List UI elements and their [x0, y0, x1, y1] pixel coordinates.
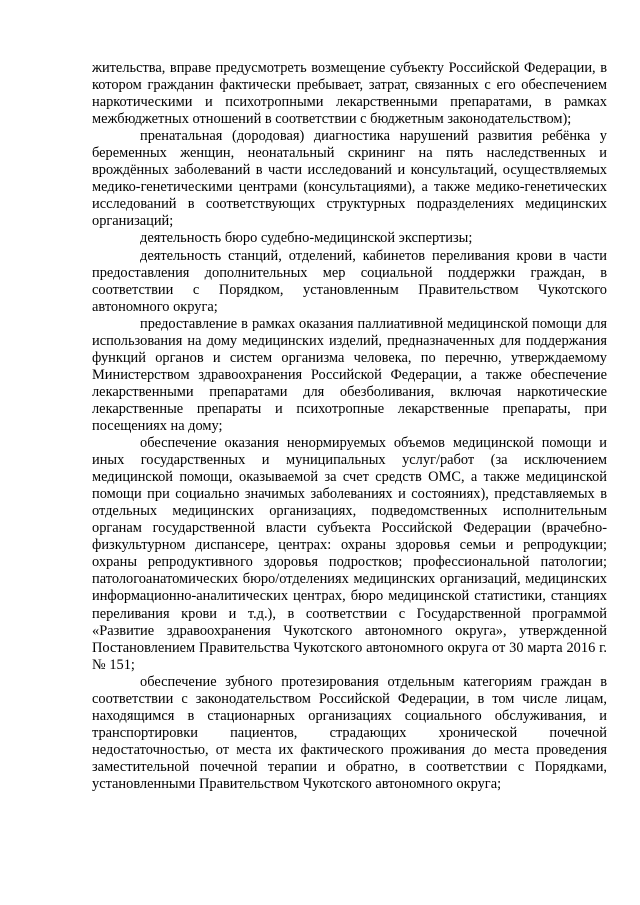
paragraph-non-normed-care: обеспечение оказания ненормируемых объемов медицинской помощи и иных государственных и муниципальных услуг/работ (за исключением медицинской помощи, оказываемой за счет средств ОМС, а также медицинской помощи при социально значимых заболеваниях и состояниях), представляемых в отдельных медицинских организациях, подведомственных исполнительным органам государственной власти субъекта Российской Федерации (врачебно-физкультурном диспансере, центрах: охраны здоровья семьи и репродукции; охраны репродуктивного здоровья подростков; профессиональной патологии; патологоанатомических бюро/отделениях медицинских организаций, медицинских информационно-аналитических центрах, бюро медицинской статистики, станциях переливания крови и т.д.), в соответствии с Государственной программой «Развитие здравоохранения Чукотского автономного округа», утвержденной Постановлением Правительства Чукотского автономного округа от 30 марта 2016 г. № 151;	[92, 435, 607, 673]
paragraph-dental-prosthetics: обеспечение зубного протезирования отдельным категориям граждан в соответствии с законодательством Российской Федерации, в том числе лицам, находящимся в стационарных организациях социального обслуживания, и транспортировки пациентов, страдающих хронической почечной недостаточностью, от места их фактического проживания до места проведения заместительной почечной терапии и обратно, в соответствии с Порядками, установленными Правительством Чукотского автономного округа;	[92, 673, 607, 792]
paragraph-prenatal-diagnostics: пренатальная (дородовая) диагностика нарушений развития ребёнка у беременных женщин, неонатальный скрининг на пять наследственных и врождённых заболеваний в части исследований и консультаций, осуществляемых медико-генетическими центрами (консультациями), а также медико-генетических исследований в соответствующих структурных подразделениях медицинских организаций;	[92, 128, 607, 230]
paragraph-continuation: жительства, вправе предусмотреть возмещение субъекту Российской Федерации, в котором гражданин фактически пребывает, затрат, связанных с его обеспечением наркотическими и психотропными лекарственными препаратами, в рамках межбюджетных отношений в соответствии с бюджетным законодательством);	[92, 60, 607, 128]
paragraph-palliative-care: предоставление в рамках оказания паллиативной медицинской помощи для использования на дому медицинских изделий, предназначенных для поддержания функций органов и систем организма человека, по перечню, утверждаемому Министерством здравоохранения Российской Федерации, а также обеспечение лекарственными препаратами для обезболивания, включая наркотические лекарственные препараты и психотропные лекарственные препараты, при посещениях на дому;	[92, 315, 607, 434]
paragraph-forensic-bureau: деятельность бюро судебно-медицинской экспертизы;	[140, 230, 473, 247]
document-page	[92, 60, 607, 793]
paragraph-blood-transfusion: деятельность станций, отделений, кабинетов переливания крови в части предоставления дополнительных мер социальной поддержки граждан, в соответствии с Порядком, установленным Правительством Чукотского автономного округа;	[92, 247, 607, 315]
